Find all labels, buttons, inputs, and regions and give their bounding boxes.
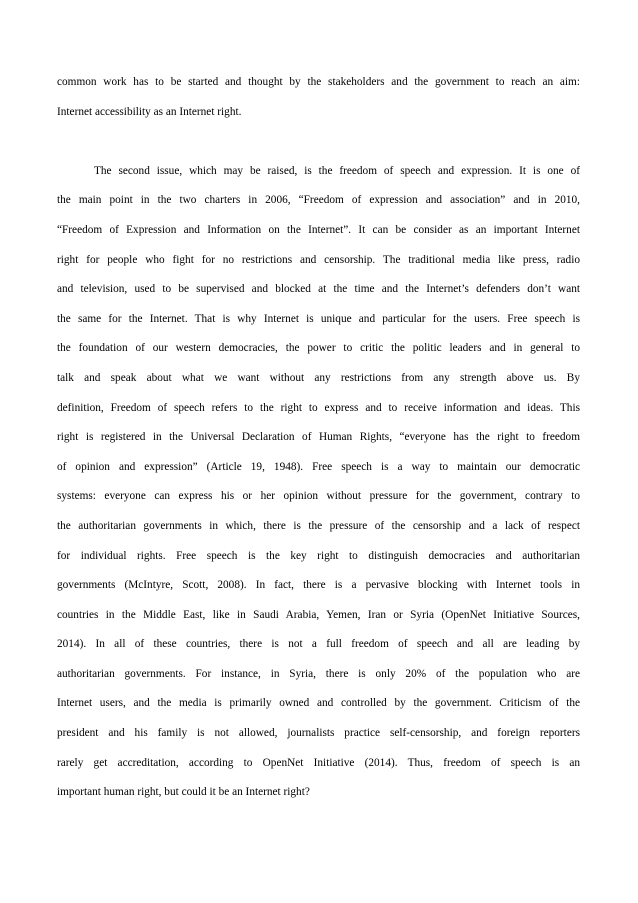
paragraph-line: “Freedom of Expression and Information on the Internet”. It can be consider as an important Internet	[57, 223, 580, 236]
paragraph-line: important human right, but could it be an Internet right?	[57, 786, 310, 799]
paragraph-line: right for people who fight for no restrictions and censorship. The traditional media like press, radio	[57, 253, 580, 266]
paragraph-internet-accessibility	[57, 68, 580, 127]
paragraph-line: The second issue, which may be raised, is the freedom of speech and expression. It is one of	[94, 164, 580, 177]
paragraph-line: the same for the Internet. That is why Internet is unique and particular for the users. Free speech is	[57, 312, 580, 325]
paragraph-spacer	[57, 127, 580, 157]
paragraph-line: right is registered in the Universal Declaration of Human Rights, “everyone has the right to freedom	[57, 431, 580, 444]
paragraph-line: of opinion and expression” (Article 19, 1948). Free speech is a way to maintain our democratic	[57, 460, 580, 473]
paragraph-line: for individual rights. Free speech is the key right to distinguish democracies and authoritarian	[57, 549, 580, 562]
document-page	[57, 68, 580, 808]
paragraph-line: Internet accessibility as an Internet right.	[57, 105, 242, 118]
paragraph-line: Internet users, and the media is primarily owned and controlled by the government. Criticism of the	[57, 697, 580, 710]
paragraph-line: the main point in the two charters in 2006, “Freedom of expression and association” and in 2010,	[57, 194, 580, 207]
paragraph-line: systems: everyone can express his or her opinion without pressure for the government, contrary to	[57, 490, 580, 503]
paragraph-line: talk and speak about what we want without any restrictions from any strength above us. By	[57, 371, 580, 384]
paragraph-line: common work has to be started and thought by the stakeholders and the government to reach an aim:	[57, 76, 580, 88]
paragraph-line: governments (McIntyre, Scott, 2008). In fact, there is a pervasive blocking with Internet tools in	[57, 579, 580, 592]
paragraph-freedom-of-speech	[57, 157, 580, 808]
paragraph-line: authoritarian governments. For instance, in Syria, there is only 20% of the population who are	[57, 667, 580, 680]
paragraph-line: rarely get accreditation, according to OpenNet Initiative (2014). Thus, freedom of speech is an	[57, 756, 580, 769]
paragraph-line: the authoritarian governments in which, there is the pressure of the censorship and a lack of respect	[57, 519, 580, 532]
paragraph-line: and television, used to be supervised and blocked at the time and the Internet’s defenders don’t want	[57, 283, 580, 296]
paragraph-line: countries in the Middle East, like in Saudi Arabia, Yemen, Iran or Syria (OpenNet Initiative Sources,	[57, 608, 580, 621]
paragraph-line: definition, Freedom of speech refers to the right to express and to receive information and ideas. This	[57, 401, 580, 414]
paragraph-line: the foundation of our western democracies, the power to critic the politic leaders and in general to	[57, 342, 580, 355]
paragraph-line: 2014). In all of these countries, there is not a full freedom of speech and all are leading by	[57, 638, 580, 651]
paragraph-line: president and his family is not allowed, journalists practice self-censorship, and foreign reporters	[57, 727, 580, 740]
